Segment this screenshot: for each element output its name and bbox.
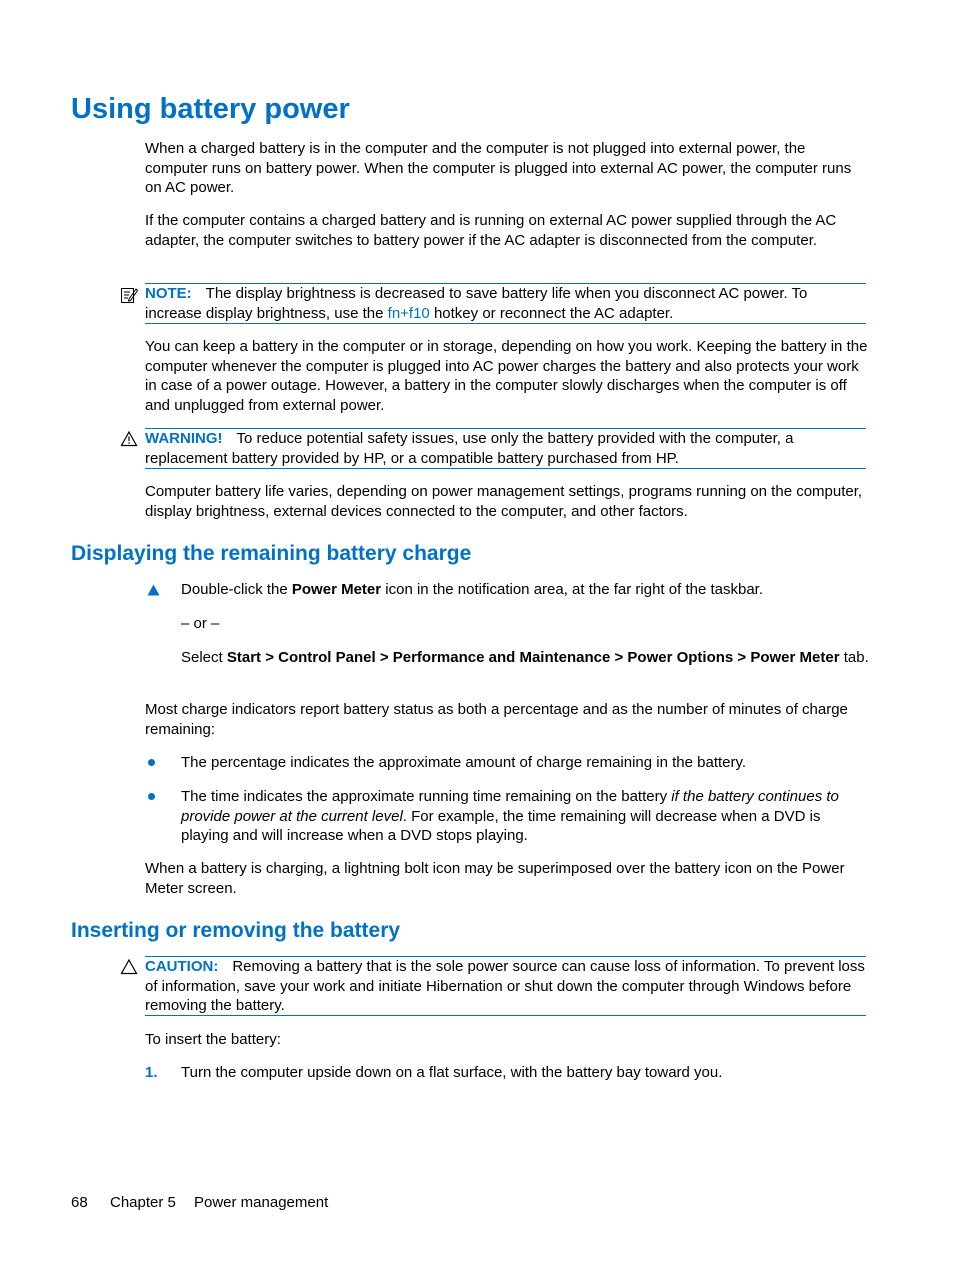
step-select-path [181,648,871,668]
warning-label: WARNING! [145,430,223,447]
note-label: NOTE: [145,285,192,302]
caution-icon [120,958,138,976]
or-separator: – or – [181,615,220,632]
step-number: 1. [145,1064,158,1081]
bullet-time-text: The time indicates the approximate running time remaining on the battery [181,788,668,805]
note-box [145,283,866,324]
bullet-percentage: The percentage indicates the approximate amount of charge remaining in the battery. [181,754,747,771]
step-text: Double-click the [181,581,288,598]
chapter-title: Power management [194,1194,329,1211]
hotkey-fn-f10: fn+f10 [387,304,430,322]
bullet-icon [148,759,155,766]
battery-life-paragraph: Computer battery life varies, depending on power management settings, programs running on the computer, display brightness, external devices connected to the computer, and other factors. [145,483,863,520]
warning-icon [120,430,138,448]
intro-paragraph-2: If the computer contains a charged battery and is running on external AC power supplied through the AC adapter, the computer switches to battery power if the AC adapter is disconnected from the computer. [145,212,837,249]
caution-text: Removing a battery that is the sole power source can cause loss of information. To prevent loss of information, save your work and initiate Hibernation or shut down the computer through Windows before removing the battery. [145,958,865,1014]
step-triangle-icon [147,584,160,596]
step-turn-computer: Turn the computer upside down on a flat surface, with the battery bay toward you. [181,1064,723,1081]
bullet-time-text-after: . For example, the time remaining will decrease when a DVD is playing and will increase when a DVD stops playing. [181,807,821,844]
charging-paragraph: When a battery is charging, a lightning bolt icon may be superimposed over the battery icon on the Power Meter screen. [145,860,845,897]
warning-text: To reduce potential safety issues, use only the battery provided with the computer, a replacement battery provided by HP, or a compatible battery purchased from HP. [145,430,794,467]
battery-storage-paragraph: You can keep a battery in the computer or in storage, depending on how you work. Keeping the battery in the computer whenever the computer is plugged into AC power charges the battery and also protects your work in case of a power outage. However, a battery in the computer slowly discharges when the computer is off and unplugged from external power. [145,338,868,414]
page-title: Using battery power [71,93,350,125]
note-text-after: hotkey or reconnect the AC adapter. [433,304,674,322]
warning-box [145,428,866,469]
chapter-label: Chapter 5 [110,1194,176,1211]
page-number: 68 [71,1194,88,1211]
insert-intro: To insert the battery: [145,1031,281,1048]
select-text-after: tab. [843,649,869,666]
power-meter-label: Power Meter [291,581,382,598]
note-icon [120,286,138,304]
caution-box [145,956,866,1016]
bullet-icon [148,793,155,800]
section-heading-remaining-charge: Displaying the remaining battery charge [71,542,472,565]
note-text: The display brightness is decreased to save battery life when you disconnect AC power. To increase display brightness, use the [145,285,808,322]
bullet-time-italic: if the battery continues to provide power at the current level [181,788,839,825]
indicators-paragraph: Most charge indicators report battery status as both a percentage and as the number of minutes of charge remaining: [145,701,848,738]
caution-label: CAUTION: [145,958,219,975]
step-text-after: icon in the notification area, at the far right of the taskbar. [385,581,763,598]
step-double-click [181,580,871,600]
intro-paragraph-1: When a charged battery is in the computer and the computer is not plugged into external power, the computer runs on battery power. When the computer is plugged into external AC power, the computer runs on AC power. [145,140,852,196]
bullet-time [181,787,871,846]
section-heading-inserting-removing: Inserting or removing the battery [71,919,401,942]
select-text: Select [181,649,223,666]
menu-path: Start > Control Panel > Performance and Maintenance > Power Options > Power Meter [226,649,840,666]
